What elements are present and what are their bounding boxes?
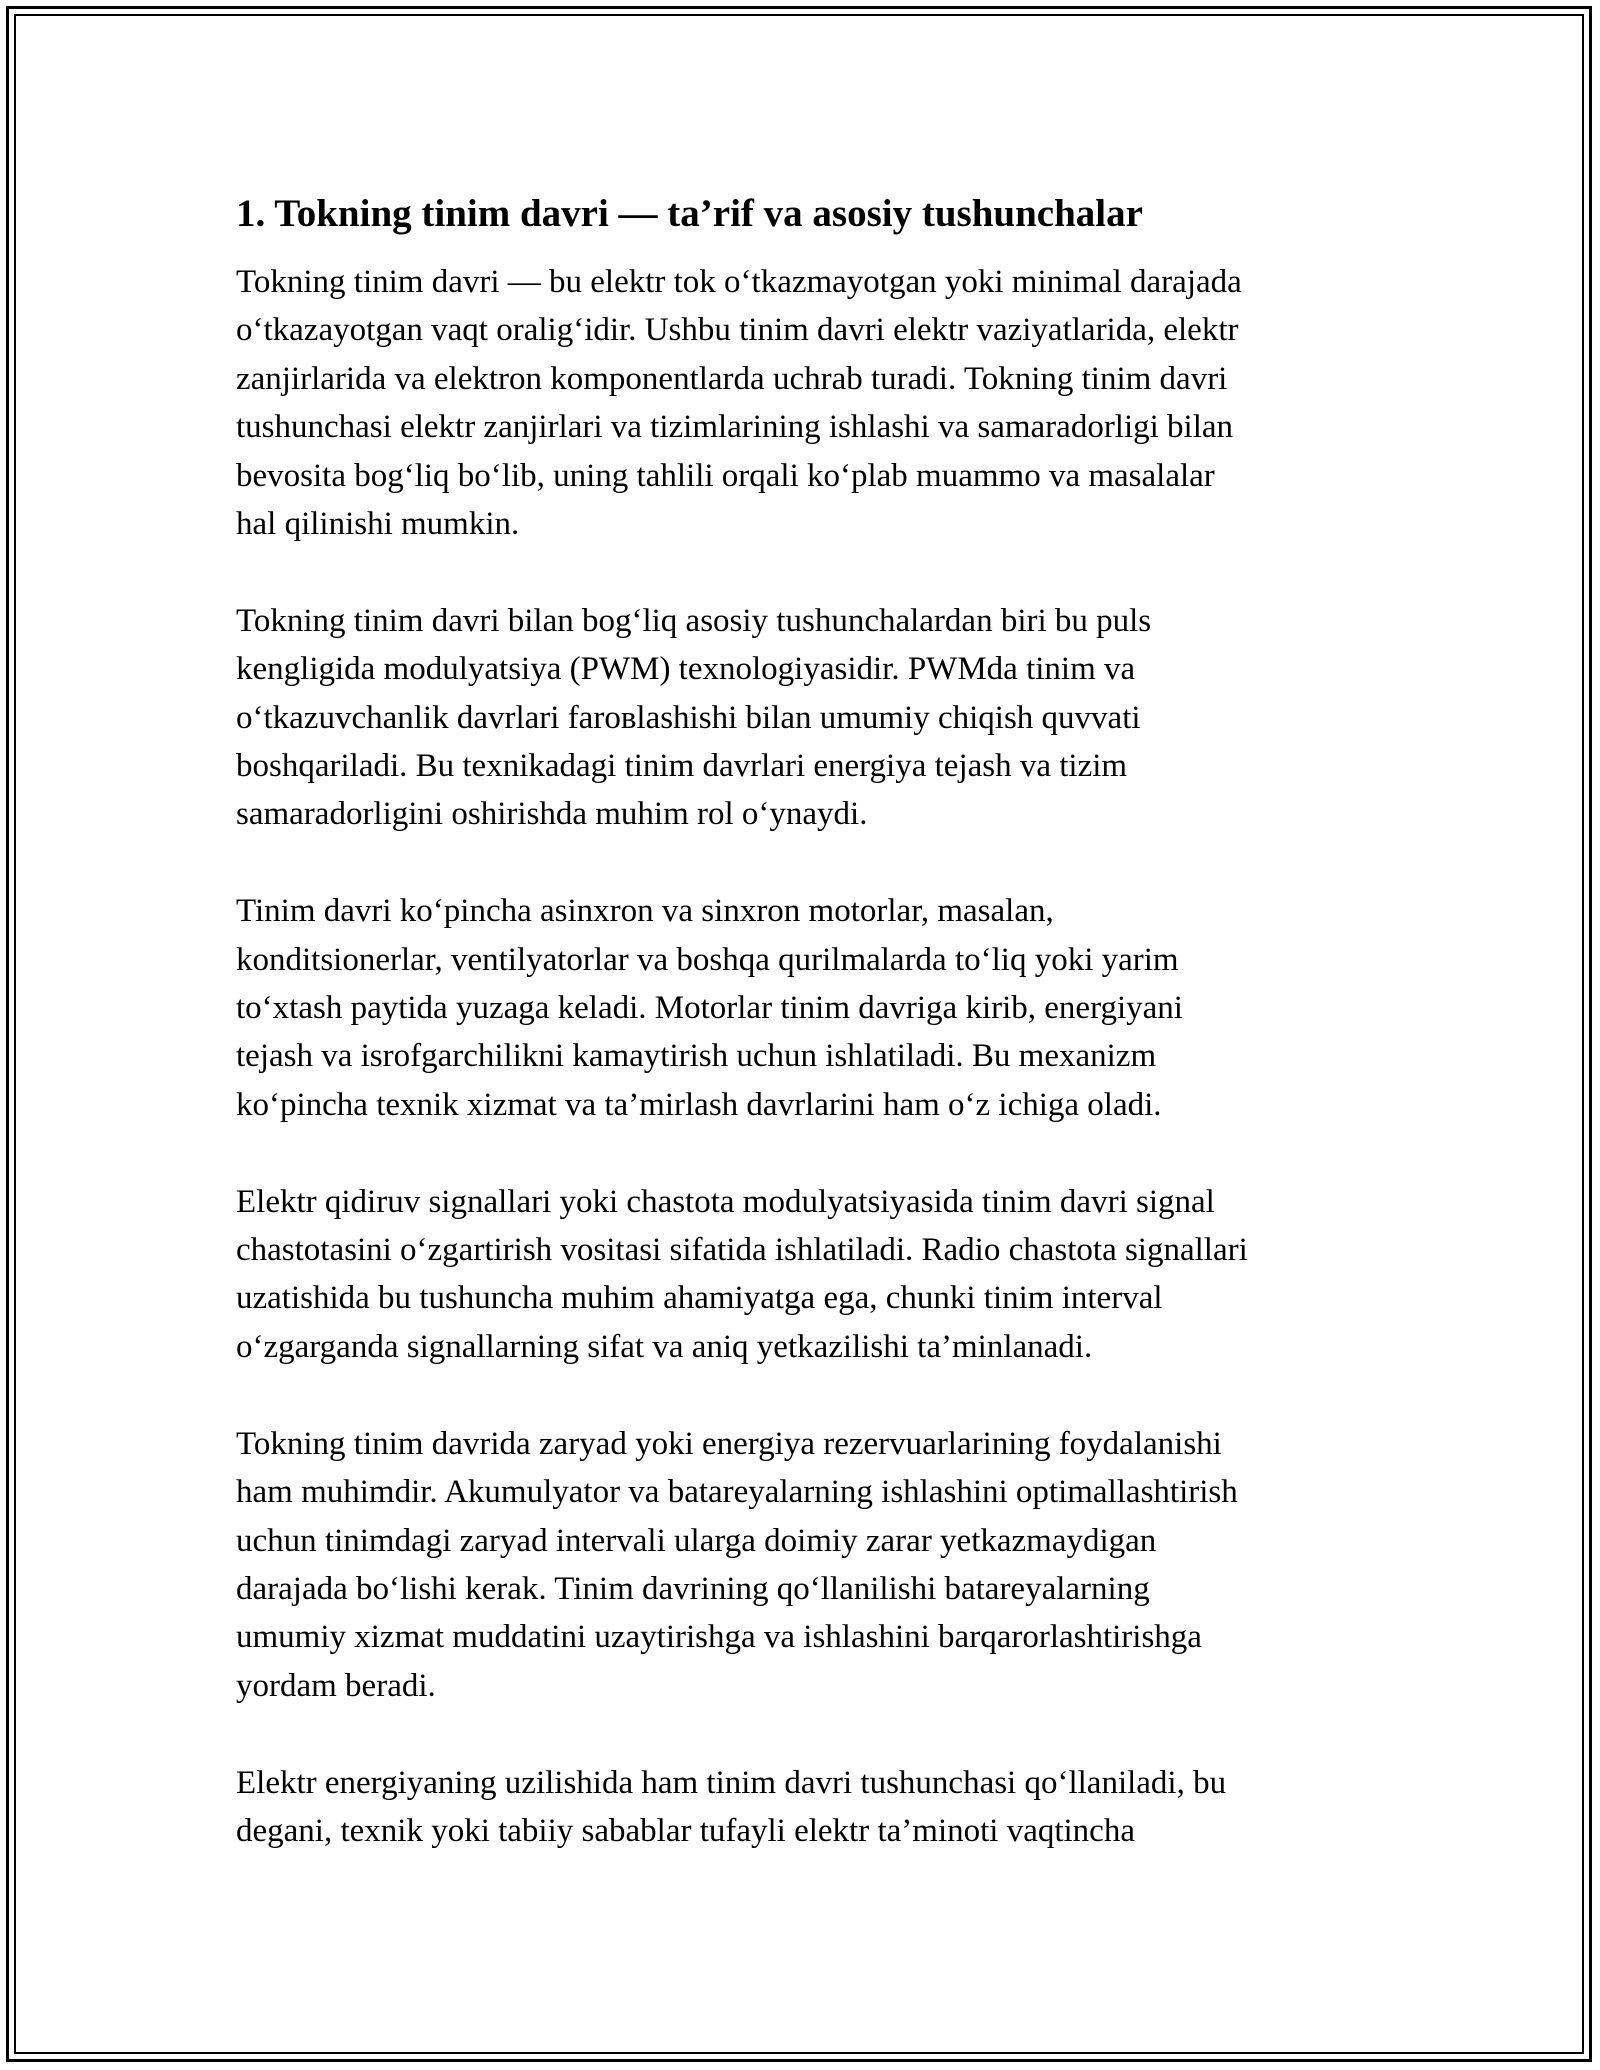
text-line: Tokning tinim davrida zaryad yoki energiya rezervuarlarining foydalanishi [236, 1425, 1222, 1462]
paragraph [236, 1178, 1366, 1372]
text-line: Tinim davri ko‘pincha asinxron va sinxron motorlar, masalan, [236, 893, 1054, 930]
text-line: o‘tkazayotgan vaqt oralig‘idir. Ushbu tinim davri elektr vaziyatlarida, elektr [236, 312, 1239, 349]
document-body [236, 186, 1366, 1904]
paragraph [236, 597, 1366, 839]
section-heading: 1. Tokning tinim davri — ta’rif va asosiy tushunchalar [236, 192, 1143, 235]
text-line: o‘zgarganda signallarning sifat va aniq yetkazilishi ta’minlanadi. [236, 1328, 1093, 1365]
text-line: zanjirlarida va elektron komponentlarda uchrab turadi. Tokning tinim davri [236, 360, 1228, 397]
text-line: uchun tinimdagi zaryad intervali ularga doimiy zarar yetkazmaydigan [236, 1522, 1157, 1559]
paragraph [236, 887, 1366, 1129]
text-line: boshqariladi. Bu texnikadagi tinim davrlari energiya tejash va tizim [236, 748, 1128, 785]
text-line: uzatishida bu tushuncha muhim ahamiyatga ega, chunki tinim interval [236, 1280, 1163, 1317]
text-line: Elektr qidiruv signallari yoki chastota modulyatsiyasida tinim davri signal [236, 1183, 1215, 1220]
text-line: umumiy xizmat muddatini uzaytirishga va ishlashini barqarorlashtirishga [236, 1619, 1202, 1656]
text-line: hal qilinishi mumkin. [236, 506, 520, 543]
text-line: chastotasini o‘zgartirish vositasi sifatida ishlatiladi. Radio chastota signallari [236, 1232, 1248, 1269]
text-line: tejash va isrofgarchilikni kamaytirish uchun ishlatiladi. Bu mexanizm [236, 1038, 1157, 1075]
text-line: o‘tkazuvchanlik davrlari faroвlashishi bilan umumiy chiqish quvvati [236, 699, 1141, 736]
text-line: degani, texnik yoki tabiiy sabablar tufayli elektr ta’minoti vaqtincha [236, 1812, 1135, 1849]
text-line: darajada bo‘lishi kerak. Tinim davrining qo‘llanilishi batareyalarning [236, 1570, 1150, 1607]
text-line: konditsionerlar, ventilyatorlar va boshqa qurilmalarda to‘liq yoki yarim [236, 941, 1179, 978]
text-line: tushunchasi elektr zanjirlari va tizimlarining ishlashi va samaradorligi bilan [236, 409, 1234, 446]
text-line: ham muhimdir. Akumulyator va batareyalarning ishlashini optimallashtirish [236, 1474, 1238, 1511]
text-line: kengligida modulyatsiya (PWM) texnologiyasidir. PWMda tinim va [236, 651, 1136, 688]
paragraph [236, 258, 1366, 548]
text-line: bevosita bog‘liq bo‘lib, uning tahlili orqali ko‘plab muammo va masalalar [236, 457, 1215, 494]
text-line: samaradorligini oshirishda muhim rol o‘ynaydi. [236, 796, 868, 833]
text-line: to‘xtash paytida yuzaga keladi. Motorlar tinim davriga kirib, energiyani [236, 990, 1183, 1027]
paragraph [236, 1759, 1366, 1856]
text-line: yordam beradi. [236, 1667, 436, 1704]
paragraph [236, 1420, 1366, 1710]
text-line: ko‘pincha texnik xizmat va ta’mirlash davrlarini ham o‘z ichiga oladi. [236, 1086, 1162, 1123]
text-line: Tokning tinim davri — bu elektr tok o‘tkazmayotgan yoki minimal darajada [236, 264, 1242, 300]
text-line: Tokning tinim davri bilan bog‘liq asosiy tushunchalardan biri bu puls [236, 602, 1152, 639]
text-line: Elektr energiyaning uzilishida ham tinim davri tushunchasi qo‘llaniladi, bu [236, 1764, 1227, 1801]
